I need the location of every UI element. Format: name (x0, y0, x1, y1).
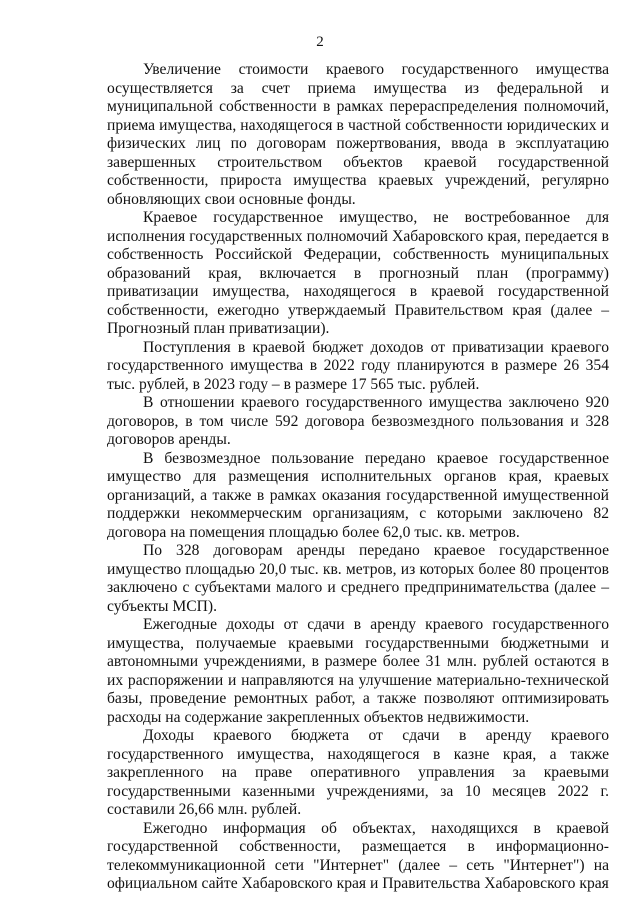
paragraph-unclaimed-property: Краевое государственное имущество, не востребованное для исполнения государственных полномочий Хабаровского края, передается в собственность Российской Федерации, собственность муниципальных образований края, включается в прогнозный план (программу) приватизации имущества, находящегося в краевой государственной собственности, ежегодно утверждаемый Правительством края (далее – Прогнозный план приватизации). (107, 209, 609, 337)
paragraph-privatization-revenue: Поступления в краевой бюджет доходов от приватизации краевого государственного имущества в 2022 году планируются в размере 26 354 тыс. рублей, в 2023 году – в размере 17 565 тыс. рублей. (107, 338, 609, 393)
document-body (107, 61, 609, 894)
paragraph-budget-lease-income: Доходы краевого бюджета от сдачи в аренду краевого государственного имущества, находящегося в казне края, а также закрепленного на праве оперативного управления за краевыми государственными казенными учреждениями, за 10 месяцев 2022 г. составили 26,66 млн. рублей. (107, 727, 609, 818)
paragraph-contracts-count: В отношении краевого государственного имущества заключено 920 договоров, в том числе 592 договора безвозмездного пользования и 328 договоров аренды. (107, 394, 609, 448)
paragraph-property-value-increase: Увеличение стоимости краевого государственного имущества осуществляется за счет приема имущества из федеральной и муниципальной собственности в рамках перераспределения полномочий, приема имущества, находящегося в частной собственности юридических и физических лиц по договорам пожертвования, ввода в эксплуатацию завершенных строительством объектов краевой государственной собственности, прироста имущества краевых учреждений, регулярно обновляющих свои основные фонды. (107, 61, 609, 208)
paragraph-internet-publication: Ежегодно информация об объектах, находящихся в краевой государственной собственности, размещается в информационно-телекоммуникационной сети "Интернет" (далее – сеть "Интернет") на официальном сайте Хабаровского края и Правительства Хабаровского края (107, 819, 609, 892)
paragraph-annual-lease-income: Ежегодные доходы от сдачи в аренду краевого государственного имущества, получаемые краевыми государственными бюджетными и автономными учреждениями, в размере более 31 млн. рублей остаются в их распоряжении и направляются на улучшение материально-технической базы, проведение ремонтных работ, а также позволяют оптимизировать расходы на содержание закрепленных объектов недвижимости. (107, 616, 609, 726)
paragraph-free-use: В безвозмездное пользование передано краевое государственное имущество для размещения исполнительных органов края, краевых организаций, а также в рамках оказания государственной имущественной поддержки некоммерческим организациям, с которыми заключено 82 договора на помещения площадью более 62,0 тыс. кв. метров. (107, 449, 609, 541)
paragraph-lease-contracts: По 328 договорам аренды передано краевое государственное имущество площадью 20,0 тыс. кв. метров, из которых более 80 процентов заключено с субъектами малого и среднего предпринимательства (далее – субъекты МСП). (107, 542, 609, 615)
page-number: 2 (316, 34, 324, 50)
